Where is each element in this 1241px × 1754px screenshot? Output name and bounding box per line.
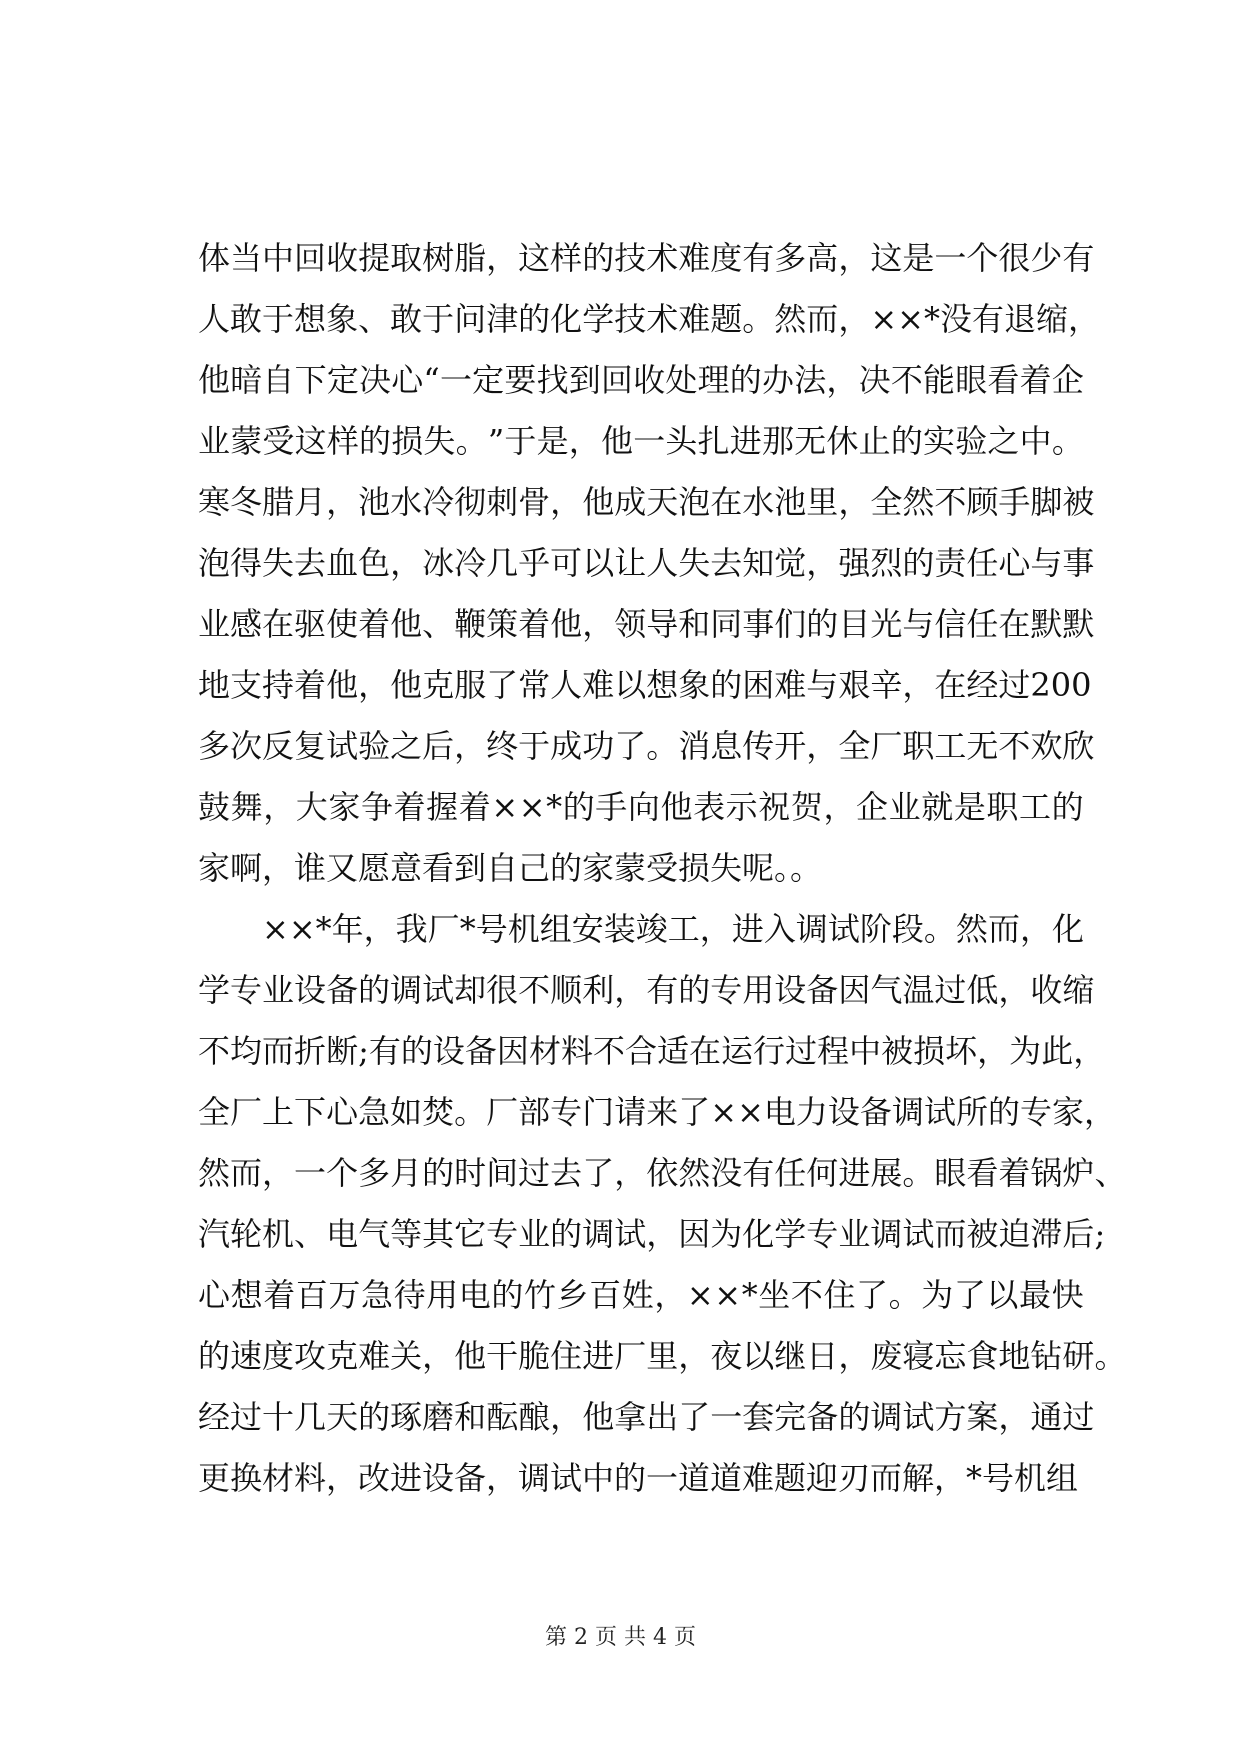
text-line: 地 支 持 着 他 ， 他 克 服 了 常 人 难 以 想 象 的 困 难 与 艰 辛 ， 在 经 过 200	[198, 666, 1092, 704]
text-line: 心 想 着 百 万 急 待 用 电 的 竹 乡 百 姓 ， × × * 坐 不 住 了 。 为 了 以 最 快	[198, 1276, 1084, 1314]
text-line: 他 暗 自 下 定 决 心 “ 一 定 要 找 到 回 收 处 理 的 办 法 ， 决 不 能 眼 看 着 企	[198, 361, 1084, 399]
text-line: 鼓 舞 ， 大 家 争 着 握 着 × × * 的 手 向 他 表 示 祝 贺 ， 企 业 就 是 职 工 的	[198, 788, 1084, 826]
text-line: 不 均 而 折 断 ; 有 的 设 备 因 材 料 不 合 适 在 运 行 过 程 中 被 损 坏 ， 为 此 ，	[198, 1032, 1106, 1070]
text-line: 业 感 在 驱 使 着 他 、 鞭 策 着 他 ， 领 导 和 同 事 们 的 目 光 与 信 任 在 默 默	[198, 605, 1095, 643]
text-line: × × * 年 ， 我 厂 * 号 机 组 安 装 竣 工 ， 进 入 调 试 阶 段 。 然 而 ， 化	[262, 910, 1084, 948]
page-footer: 第 2 页 共 4 页	[545, 1625, 696, 1650]
text-line: 经 过 十 几 天 的 琢 磨 和 酝 酿 ， 他 拿 出 了 一 套 完 备 的 调 试 方 案 ， 通 过	[198, 1398, 1095, 1436]
text-line: 业 蒙 受 这 样 的 损 失 。 ” 于 是 ， 他 一 头 扎 进 那 无 休 止 的 实 验 之 中 。	[198, 422, 1084, 460]
text-line: 更换材料，改进设备，调试中的一道道难题迎刃而解，*号机组	[198, 1459, 1079, 1497]
text-line: 然 而 ， 一 个 多 月 的 时 间 过 去 了 ， 依 然 没 有 任 何 进 展 。 眼 看 着 锅 炉 、	[198, 1154, 1127, 1192]
document-body	[198, 228, 1127, 1509]
text-line: 多 次 反 复 试 验 之 后 ， 终 于 成 功 了 。 消 息 传 开 ， 全 厂 职 工 无 不 欢 欣	[198, 727, 1095, 765]
text-line: 体 当 中 回 收 提 取 树 脂 ， 这 样 的 技 术 难 度 有 多 高 ， 这 是 一 个 很 少 有	[198, 239, 1095, 277]
text-line: 汽 轮 机 、 电 气 等 其 它 专 业 的 调 试 ， 因 为 化 学 专 业 调 试 而 被 迫 滞 后 ;	[198, 1215, 1106, 1253]
text-line: 的 速 度 攻 克 难 关 ， 他 干 脆 住 进 厂 里 ， 夜 以 继 日 ， 废 寝 忘 食 地 钻 研 。	[198, 1337, 1127, 1375]
text-line: 泡 得 失 去 血 色 ， 冰 冷 几 乎 可 以 让 人 失 去 知 觉 ， 强 烈 的 责 任 心 与 事	[198, 544, 1095, 582]
text-line: 寒 冬 腊 月 ， 池 水 冷 彻 刺 骨 ， 他 成 天 泡 在 水 池 里 ， 全 然 不 顾 手 脚 被	[198, 483, 1095, 521]
text-line: 全 厂 上 下 心 急 如 焚 。 厂 部 专 门 请 来 了 × × 电 力 设 备 调 试 所 的 专 家 ，	[198, 1093, 1117, 1131]
text-line: 家啊，谁又愿意看到自己的家蒙受损失呢。。	[198, 849, 823, 887]
text-line: 人 敢 于 想 象 、 敢 于 问 津 的 化 学 技 术 难 题 。 然 而 ， × × * 没 有 退 缩 ，	[198, 300, 1101, 338]
text-line: 学 专 业 设 备 的 调 试 却 很 不 顺 利 ， 有 的 专 用 设 备 因 气 温 过 低 ， 收 缩	[198, 971, 1095, 1009]
